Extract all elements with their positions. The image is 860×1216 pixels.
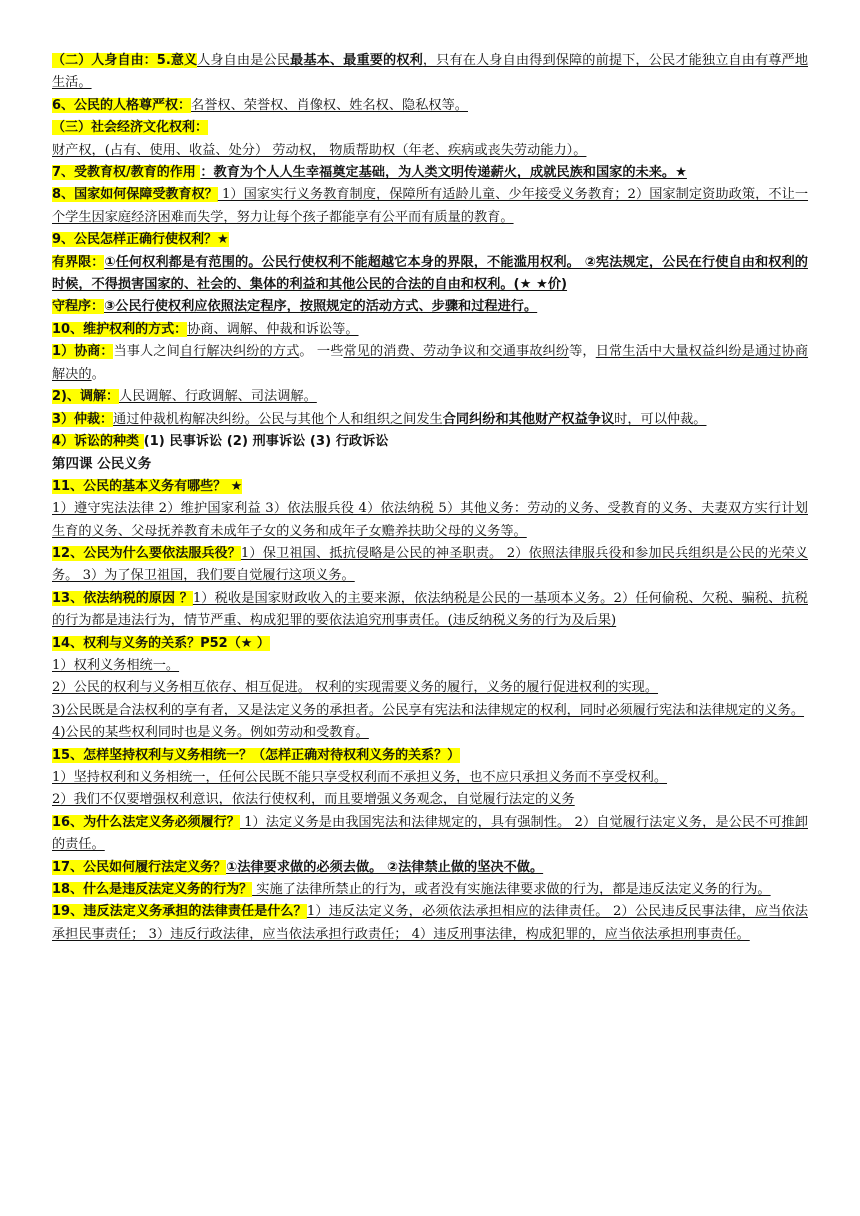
para-rd-4 (52, 722, 808, 744)
lesson-title: 第四课 公民义务 (52, 456, 152, 473)
text-bold: ①任何权利都是有范围的。公民行使权利不能超越它本身的界限，不能滥用权利。 ②宪法规定，公民在行使自由和权利的时候，不得损害国家的、社会的、集体的利益和其他公民的合法的自由和权利。(★ ★价) (52, 254, 808, 293)
text: 日常生活中大量权益纠纷是通过协商解决的 (52, 344, 809, 382)
text: 协商、调解、仲裁和诉讼等。 (187, 321, 359, 337)
heading: 15、怎样坚持权利与义务相统一？（怎样正确对待权利义务的关系？） (52, 747, 461, 763)
text-bold: 合同纠纷和其他财产权益争议 (442, 411, 615, 427)
text: 2）公民的权利与义务相互依存、相互促进。 权利的实现需要义务的履行，义务的履行促进权利的实现。 (52, 680, 659, 696)
para-property (52, 140, 808, 162)
para-mediation (52, 386, 808, 408)
heading: 18、什么是违反法定义务的行为？ (52, 882, 253, 898)
para-dignity (52, 95, 808, 117)
heading: 9、公民怎样正确行使权利？★ (52, 232, 229, 248)
heading: 11、公民的基本义务有哪些？ ★ (52, 478, 243, 494)
text: 。 一些 (299, 344, 344, 360)
text: 。 (91, 366, 105, 382)
text: 实施了法律所禁止的行为，或者没有实施法律要求做的行为，都是违反法定义务的行为。 (252, 882, 771, 898)
text: 名誉权、荣誉权、肖像权、姓名权、隐私权等。 (191, 97, 468, 113)
text-bold: ：教育为个人人生幸福奠定基础，为人类文明传递薪火，成就民族和国家的未来。★ (200, 165, 687, 181)
heading: 10、维护权利的方式： (52, 321, 188, 337)
para-limits (52, 252, 808, 297)
para-socioeconomic (52, 117, 808, 139)
text: 人民调解、行政调解、司法调解。 (119, 389, 317, 405)
text-bold: (1) 民事诉讼 (2) 刑事诉讼 (3) 行政诉讼 (143, 433, 389, 449)
text: 等， (569, 344, 596, 360)
text: 常见的消费、劳动争议和交通事故纠纷 (343, 344, 570, 360)
heading: 1）协商： (52, 344, 114, 360)
text-bold: 最基本、最重要的权利 (290, 53, 423, 68)
text: 4)公民的某些权利同时也是义务。例如劳动和受教育。 (52, 725, 369, 741)
para-how-fulfill (52, 857, 808, 879)
para-why-fulfill (52, 812, 808, 857)
heading: 3）仲裁： (52, 411, 114, 427)
text: 1）国家实行义务教育制度，保障所有适龄儿童、少年接受义务教育；2）国家制定资助政策，不让一个学生因家庭经济困难而失学，努力让每个孩子都能享有公平而有质量的教育。 (52, 187, 809, 225)
para-violation (52, 879, 808, 901)
para-tax (52, 588, 808, 633)
para-rights-duties (52, 633, 808, 655)
para-education-guarantee (52, 184, 808, 229)
para-unity-1 (52, 767, 808, 789)
heading-significance: 5.意义 (156, 53, 198, 68)
para-personal-freedom (52, 50, 808, 95)
heading: 19、违反法定义务承担的法律责任是什么？ (52, 904, 307, 920)
text: 2）我们不仅要增强权利意识，依法行使权利，而且要增强义务观念，自觉履行法定的义务 (52, 792, 575, 808)
heading: 16、为什么法定义务必须履行？ (52, 814, 240, 830)
heading: （三）社会经济文化权利： (52, 120, 209, 136)
para-rd-3 (52, 700, 808, 722)
para-unity-2 (52, 789, 808, 811)
text: 自行解决纠纷的方式 (179, 344, 300, 360)
heading: 17、公民如何履行法定义务？ (52, 859, 227, 875)
para-protect-rights (52, 319, 808, 341)
para-procedure (52, 296, 808, 318)
text: 1）税收是国家财政收入的主要来源，依法纳税是公民的一基项本义务。2）任何偷税、欠税、骗税、抗税的行为都是违法行为，情节严重、构成犯罪的要依法追究刑事责任。(违反纳税义务的行为及后果) (52, 590, 808, 629)
heading: 4）诉讼的种类 (52, 433, 144, 449)
para-exercise-rights (52, 229, 808, 251)
para-unity (52, 745, 808, 767)
heading: 14、权利与义务的关系？P52（★ ） (52, 635, 270, 651)
para-rd-2 (52, 677, 808, 699)
para-litigation (52, 431, 808, 453)
para-negotiation (52, 341, 808, 386)
heading: 7、受教育权/教育的作用 (52, 165, 201, 181)
para-military (52, 543, 808, 588)
heading: 2)、调解： (52, 389, 119, 405)
text: 1）违反法定义务，必须依法承担相应的法律责任。 2）公民违反民事法律，应当依法承担民事责任； 3）违反行政法律，应当依法承担行政责任； 4）违反刑事法律，构成犯罪的，应当依法承担刑事责任。 (52, 904, 808, 942)
text: 1）遵守宪法法律 2）维护国家利益 3）依法服兵役 4）依法纳税 5）其他义务：劳动的义务、受教育的义务、夫妻双方实行计划生育的义务、父母抚养教育未成年子女的义务和成年子女赡养扶助父母的义务等。 (52, 501, 808, 539)
text: 时，可以仲裁。 (614, 411, 707, 427)
text: 财产权，(占有、使用、收益、处分） 劳动权， 物质帮助权（年老、疾病或丧失劳动能力）。 (52, 142, 587, 158)
heading-personal-freedom: （二）人身自由： (52, 53, 157, 68)
heading: 有界限： (52, 254, 105, 270)
para-duties-list (52, 498, 808, 543)
para-basic-duties (52, 476, 808, 498)
text: 当事人之间 (113, 344, 180, 360)
text-bold: ①法律要求做的必须去做。 ②法律禁止做的坚决不做。 (226, 859, 544, 875)
heading: 6、公民的人格尊严权： (52, 97, 192, 113)
text: 1）保卫祖国、抵抗侵略是公民的神圣职责。 2）依照法律服兵役和参加民兵组织是公民的光荣义务。 3）为了保卫祖国，我们要自觉履行这项义务。 (52, 545, 809, 584)
heading: 12、公民为什么要依法服兵役？ (52, 545, 241, 561)
text: 1）法定义务是由我国宪法和法律规定的，具有强制性。 2）自觉履行法定义务，是公民不可推卸的责任。 (52, 814, 808, 853)
para-arbitration (52, 409, 808, 431)
para-education-role (52, 162, 808, 184)
para-rd-1 (52, 655, 808, 677)
para-liability (52, 901, 808, 946)
text: 1）权利义务相统一。 (52, 657, 180, 673)
text-bold: ③公民行使权利应依照法定程序，按照规定的活动方式、步骤和过程进行。 (104, 299, 538, 315)
heading: 8、国家如何保障受教育权？ (52, 187, 218, 203)
text: 人身自由是公民 (197, 53, 291, 68)
text: 1）坚持权利和义务相统一，任何公民既不能只享受权利而不承担义务，也不应只承担义务而不享受权利。 (52, 770, 668, 785)
text: 3)公民既是合法权利的享有者，又是法定义务的承担者。公民享有宪法和法律规定的权利，同时必须履行宪法和法律规定的义务。 (52, 702, 805, 718)
heading: 守程序： (52, 299, 105, 315)
text: 通过仲裁机构解决纠纷。公民与其他个人和组织之间发生 (113, 411, 443, 427)
heading: 13、依法纳税的原因 ？ (52, 590, 193, 606)
text: ，只有在人身自由得到保障的前提下，公民才能独立自由有尊严地生活。 (52, 53, 809, 91)
